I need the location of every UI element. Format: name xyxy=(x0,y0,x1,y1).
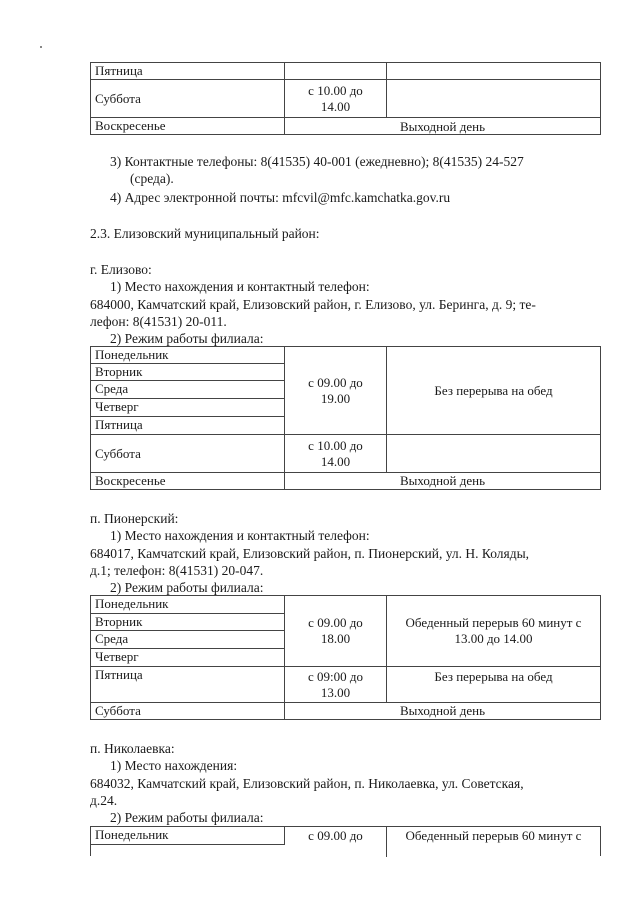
contacts-email: 4) Адрес электронной почты: mfcvil@mfc.kamchatka.gov.ru xyxy=(110,190,451,205)
elizovo-location-title: 1) Место нахождения и контактный телефон: xyxy=(110,279,370,294)
pionersky-address-2: д.1; телефон: 8(41531) 20-047. xyxy=(90,563,264,578)
day-cell: Понедельник xyxy=(91,827,285,845)
schedule-table-continued xyxy=(90,62,601,135)
pionersky-location-title: 1) Место нахождения и контактный телефон: xyxy=(110,528,370,543)
section-title: 2.3. Елизовский муниципальный район: xyxy=(90,226,320,241)
hours-cell-friday xyxy=(285,63,387,80)
contacts-phones-line1: 3) Контактные телефоны: 8(41535) 40-001 (ежедневно); 8(41535) 24-527 xyxy=(110,154,524,169)
nikolaevka-address-2: д.24. xyxy=(90,793,118,808)
note-cell-friday xyxy=(387,63,600,80)
elizovo-schedule-table xyxy=(90,346,601,490)
pionersky-address-1: 684017, Камчатский край, Елизовский район, п. Пионерский, ул. Н. Коляды, xyxy=(90,546,530,561)
day-cell-saturday: Суббота xyxy=(91,80,285,118)
weekday-note-cell: Обеденный перерыв 60 минут с 13.00 до 14.00 xyxy=(387,596,600,667)
day-cell-sunday: Воскресенье xyxy=(91,118,285,135)
day-cell: Понедельник xyxy=(91,347,285,364)
day-cell: Четверг xyxy=(91,399,285,417)
day-cell-saturday: Суббота xyxy=(91,435,285,473)
note-text: Обеденный перерыв 60 минут с xyxy=(405,828,582,843)
weekday-hours-cell: с 09.00 до 18.00 xyxy=(285,596,387,667)
elizovo-schedule-title: 2) Режим работы филиала: xyxy=(110,331,264,346)
nikolaevka-schedule-table xyxy=(90,826,601,856)
weekday-note-cell: Без перерыва на обед xyxy=(387,347,600,435)
note-cell xyxy=(387,827,600,857)
saturday-note-cell xyxy=(387,435,600,473)
nikolaevka-location-title: 1) Место нахождения: xyxy=(110,758,238,773)
hours-cell-saturday: с 10.00 до 14.00 xyxy=(285,80,387,118)
nikolaevka-schedule-title: 2) Режим работы филиала: xyxy=(110,810,264,825)
sunday-note-cell: Выходной день xyxy=(399,473,486,488)
day-cell: Четверг xyxy=(91,649,285,667)
contacts-phones-line2: (среда). xyxy=(130,171,174,186)
nikolaevka-city: п. Николаевка: xyxy=(90,741,175,756)
saturday-hours-cell: с 10.00 до 14.00 xyxy=(285,435,387,473)
friday-hours-cell: с 09:00 до 13.00 xyxy=(285,667,387,703)
note-cell-sunday: Выходной день xyxy=(399,118,486,134)
nikolaevka-address-1: 684032, Камчатский край, Елизовский район, п. Николаевка, ул. Советская, xyxy=(90,776,524,791)
day-cell: Пятница xyxy=(91,417,285,435)
pionersky-schedule-table xyxy=(90,595,601,720)
hours-cell xyxy=(285,827,387,857)
day-cell: Среда xyxy=(91,381,285,399)
elizovo-address-1: 684000, Камчатский край, Елизовский район, г. Елизово, ул. Беринга, д. 9; те- xyxy=(90,297,536,312)
weekday-hours-cell: с 09.00 до 19.00 xyxy=(285,347,387,435)
day-cell: Вторник xyxy=(91,614,285,631)
day-cell: Понедельник xyxy=(91,596,285,614)
day-cell-saturday: Суббота xyxy=(91,703,285,719)
friday-note-cell: Без перерыва на обед xyxy=(387,667,600,703)
day-cell: Вторник xyxy=(91,364,285,381)
note-cell-saturday xyxy=(387,80,600,118)
day-cell: Среда xyxy=(91,631,285,649)
hours-text: с 09.00 до xyxy=(308,828,363,843)
pionersky-schedule-title: 2) Режим работы филиала: xyxy=(110,580,264,595)
scan-speck xyxy=(40,46,42,48)
day-cell-friday: Пятница xyxy=(91,63,285,80)
day-cell-friday: Пятница xyxy=(91,667,285,703)
elizovo-address-2: лефон: 8(41531) 20-011. xyxy=(90,314,227,329)
day-cell-sunday: Воскресенье xyxy=(91,473,285,489)
pionersky-city: п. Пионерский: xyxy=(90,511,179,526)
elizovo-city: г. Елизово: xyxy=(90,262,152,277)
saturday-note-cell: Выходной день xyxy=(399,703,486,718)
